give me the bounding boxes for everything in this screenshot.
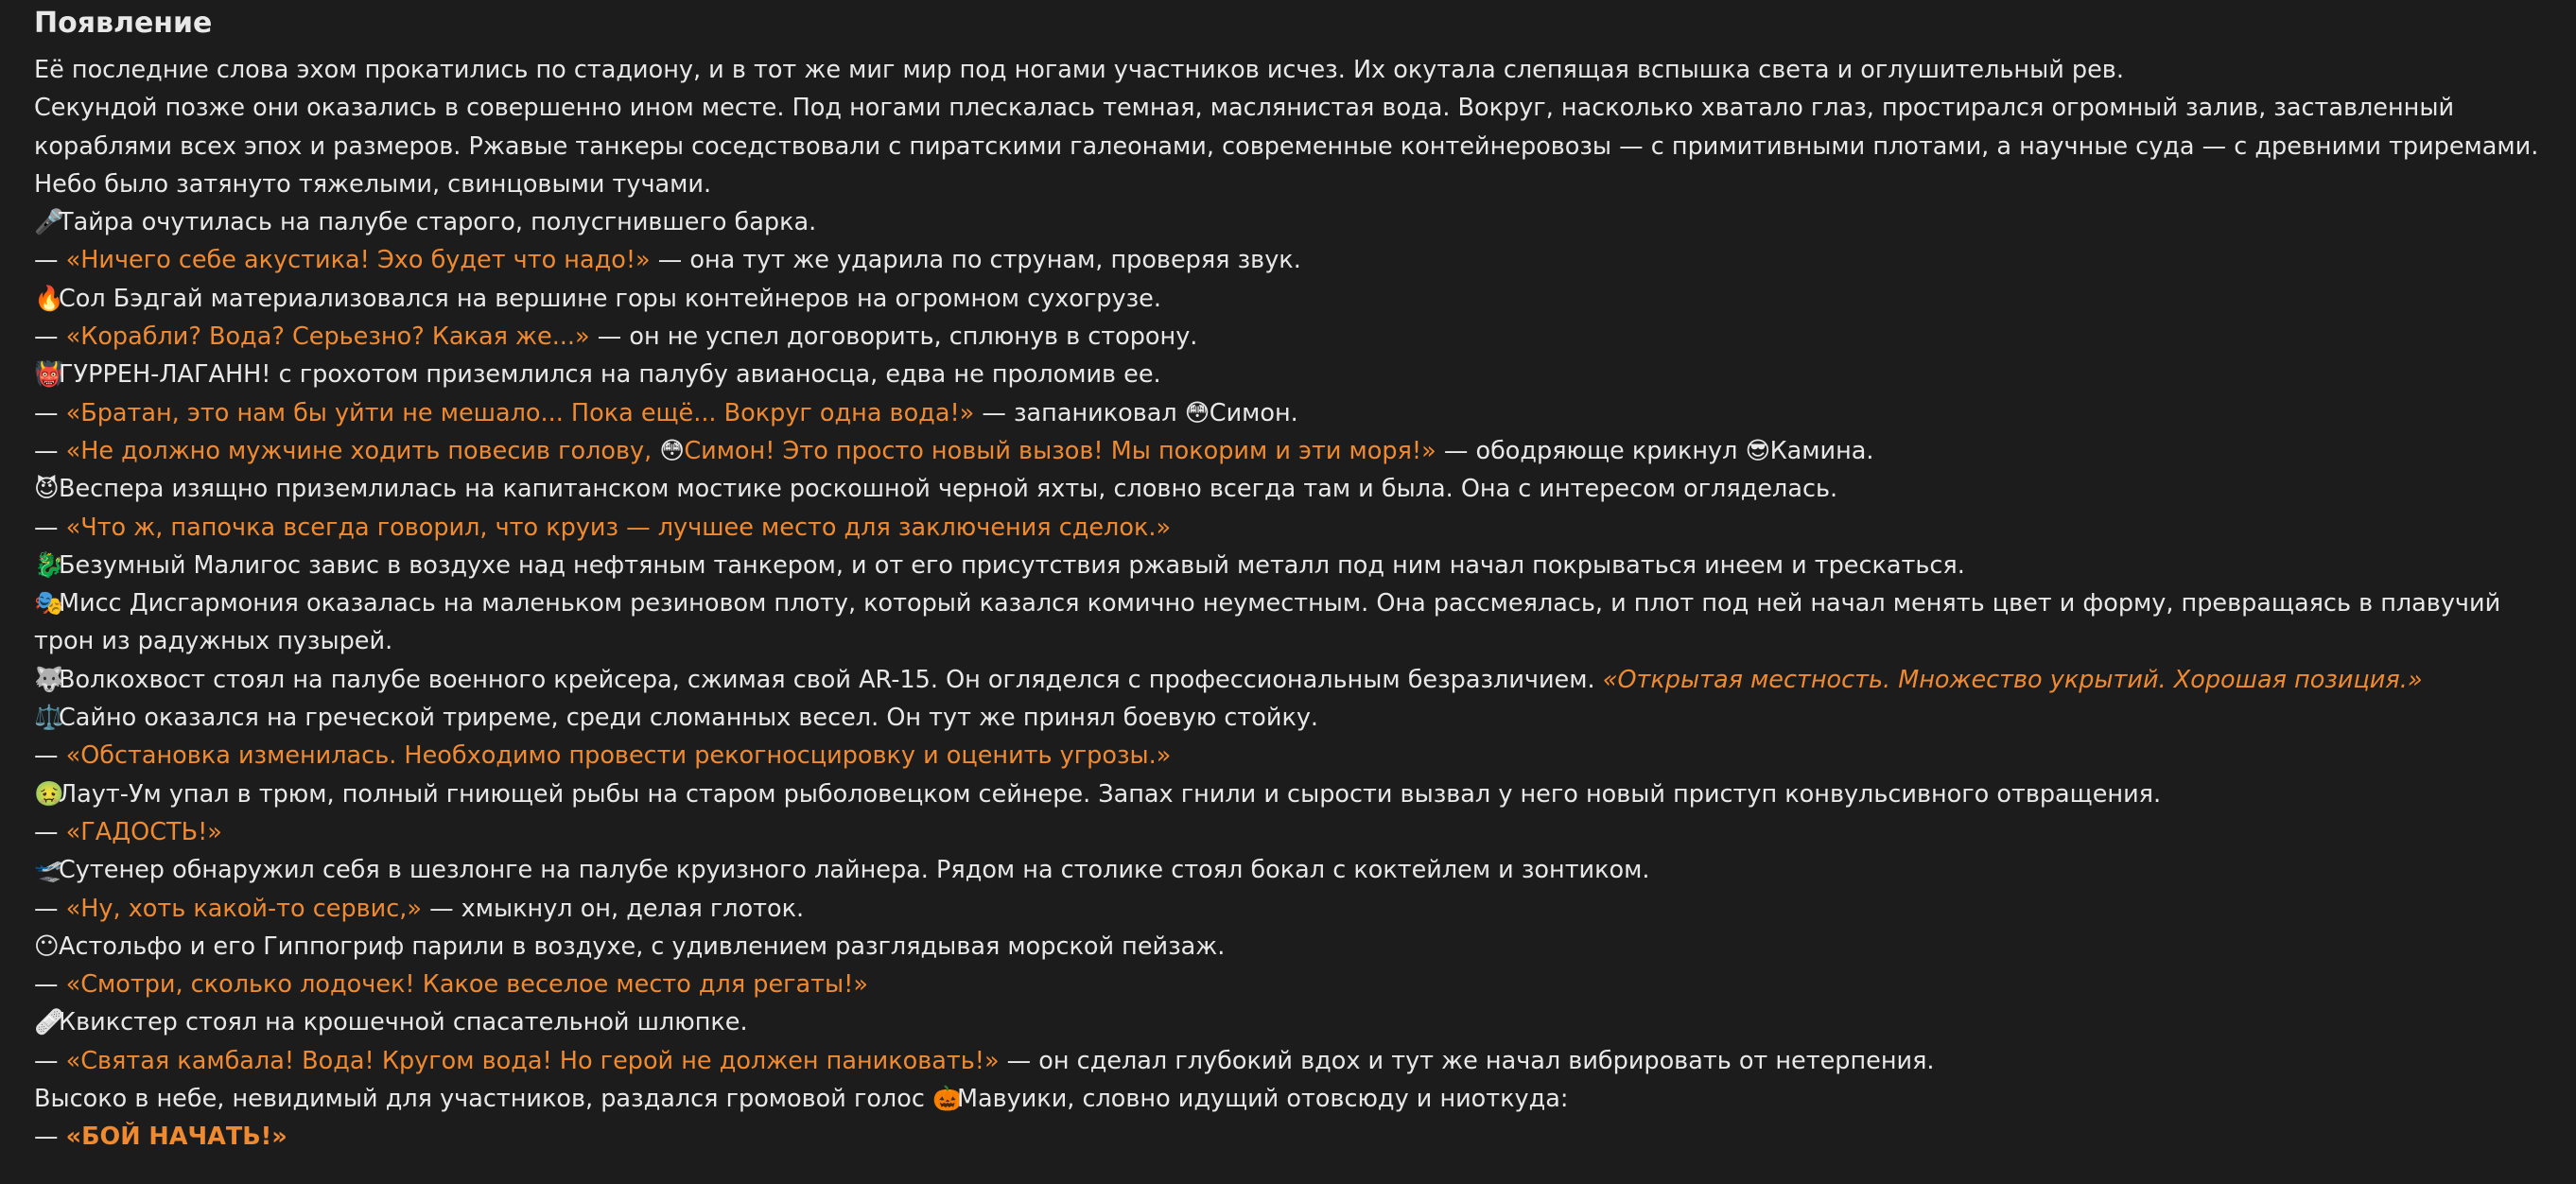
dialogue-quote: «Что ж, папочка всегда говорил, что круиз — лучшее место для заключения сделок.» (65, 513, 1172, 542)
character-emoji-icon: 😳 (659, 436, 685, 465)
dialogue-quote: «ГАДОСТЬ!» (65, 817, 222, 846)
paragraph (34, 1003, 2557, 1041)
narration-text: Астольфо и его Гиппогриф парили в воздухе, с удивлением разглядывая морской пейзаж. (59, 932, 1226, 961)
narration-text: — (34, 322, 66, 352)
narration-text: Камина. (1769, 436, 1874, 465)
narration-text: — он не успел договорить, сплюнув в сторону. (589, 322, 1198, 352)
dialogue-quote: «Ничего себе акустика! Эхо будет что надо!» (65, 246, 651, 275)
character-emoji-icon: 😳 (1184, 398, 1210, 427)
character-emoji-icon: 🛫 (34, 856, 64, 885)
narration-text: — она тут же ударила по струнам, проверяя звук. (650, 246, 1301, 275)
narration-text: Лаут-Ум упал в трюм, полный гниющей рыбы на старом рыболовецком сейнере. Запах гнили и сырости вызвал у него новый приступ конвульсивного отвращения. (59, 779, 2162, 809)
narration-text: Мисс Дисгармония оказалась на маленьком резиновом плоту, который казался комично неуместным. Она рассмеялась, и плот под ней начал менять цвет и форму, превращаясь в плавучий трон из радужных пузырей. (34, 589, 2501, 656)
paragraph (34, 509, 2557, 547)
narration-text: — (34, 817, 66, 846)
narration-text: Сайно оказался на греческой триреме, среди сломанных весел. Он тут же принял боевую стойку. (59, 704, 1319, 733)
dialogue-quote: «Обстановка изменилась. Необходимо провести рекогносцировку и оценить угрозы.» (65, 741, 1172, 771)
narration-text: — (34, 436, 66, 465)
character-emoji-icon: 🎃 (931, 1085, 963, 1114)
paragraph (34, 241, 2557, 279)
battle-cry: «БОЙ НАЧАТЬ!» (65, 1123, 287, 1152)
character-emoji-icon: 😶 (34, 932, 60, 961)
narration-text: — (34, 513, 66, 542)
character-emoji-icon: 👹 (34, 360, 64, 390)
paragraph (34, 89, 2557, 203)
narration-text: — ободряюще крикнул (1436, 436, 1746, 465)
narration-text: ГУРРЕН-ЛАГАНН! с грохотом приземлился на палубу авианосца, едва не проломив ее. (59, 360, 1161, 390)
narration-text: Симон. (1209, 398, 1298, 427)
paragraph (34, 851, 2557, 889)
paragraph (34, 1080, 2557, 1118)
character-emoji-icon: ⚖️ (34, 704, 64, 733)
character-emoji-icon: 😎 (1745, 436, 1771, 465)
narration-text: Веспера изящно приземлилась на капитанском мостике роскошной черной яхты, словно всегда там и была. Она с интересом огляделась. (59, 475, 1838, 504)
narration-text: Её последние слова эхом прокатились по стадиону, и в тот же миг мир под ногами участников исчез. Их окутала слепящая вспышка света и оглушительный рев. (34, 56, 2124, 84)
character-emoji-icon: 🩹 (34, 1008, 64, 1037)
character-emoji-icon: 🎭 (34, 589, 64, 618)
paragraph (34, 661, 2557, 699)
narration-text: — (34, 970, 66, 1000)
narration-text: — (34, 894, 66, 923)
character-emoji-icon: 🐺 (34, 665, 64, 694)
paragraph (34, 547, 2557, 584)
narration-text: — (34, 741, 66, 771)
dialogue-quote: Симон! Это просто новый вызов! Мы покорим и эти моря!» (684, 436, 1436, 465)
narration-text: — (34, 246, 66, 275)
dialogue-quote: «Ну, хоть какой-то сервис,» (65, 894, 422, 923)
narration-text: — запаниковал (974, 398, 1185, 427)
character-emoji-icon: 😈 (34, 475, 60, 504)
dialogue-quote: «Смотри, сколько лодочек! Какое веселое место для регаты!» (65, 970, 868, 1000)
paragraph (34, 470, 2557, 508)
narration-text: Волкохвост стоял на палубе военного крейсера, сжимая свой AR-15. Он огляделся с профессиональным безразличием. (59, 665, 1603, 694)
narration-text: Сутенер обнаружил себя в шезлонге на палубе круизного лайнера. Рядом на столике стоял бокал с коктейлем и зонтиком. (59, 856, 1650, 885)
paragraph (34, 356, 2557, 393)
paragraph (34, 775, 2557, 813)
dialogue-quote: «Святая камбала! Вода! Кругом вода! Но герой не должен паниковать!» (65, 1046, 1000, 1075)
paragraph (34, 928, 2557, 966)
narration-text: Квикстер стоял на крошечной спасательной шлюпке. (59, 1008, 748, 1037)
story-text (34, 51, 2557, 1157)
paragraph (34, 318, 2557, 356)
paragraph (34, 584, 2557, 661)
narration-text: — (34, 398, 66, 427)
narration-text: Секундой позже они оказались в совершенно ином месте. Под ногами плескалась темная, маслянистая вода. Вокруг, насколько хватало глаз, простирался огромный залив, заставленный кораблями всех эпох и размеров. Ржавые танкеры соседствовали с пиратскими галеонами, современные контейнеровозы — с примитивными плотами, а научные суда — с древними триремами. Небо было затянуто тяжелыми, свинцовыми тучами. (34, 94, 2539, 199)
character-emoji-icon: 🐉 (34, 550, 64, 580)
paragraph (34, 1042, 2557, 1080)
narration-text: Высоко в небе, невидимый для участников, раздался громовой голос (34, 1085, 932, 1114)
narration-text: Тайра очутилась на палубе старого, полусгнившего барка. (59, 208, 817, 237)
narration-text: Мавуики, словно идущий отовсюду и ниоткуда: (956, 1085, 1569, 1114)
dialogue-quote: «Не должно мужчине ходить повесив голову, (65, 436, 660, 465)
paragraph (34, 203, 2557, 241)
paragraph (34, 966, 2557, 1003)
narration-text: Безумный Малигос завис в воздухе над нефтяным танкером, и от его присутствия ржавый металл под ним начал покрываться инеем и трескаться. (59, 550, 1965, 580)
paragraph (34, 280, 2557, 318)
dialogue-quote: «Корабли? Вода? Серьезно? Какая же...» (65, 322, 590, 352)
dialogue-quote: «Братан, это нам бы уйти не мешало... Пока ещё... Вокруг одна вода!» (65, 398, 975, 427)
inner-thought: «Открытая местность. Множество укрытий. Хорошая позиция.» (1602, 665, 2423, 694)
character-emoji-icon: 🔥 (34, 284, 64, 313)
character-emoji-icon: 🤢 (34, 779, 64, 809)
paragraph (34, 890, 2557, 928)
paragraph (34, 432, 2557, 470)
paragraph (34, 737, 2557, 775)
paragraph (34, 394, 2557, 432)
narration-text: — (34, 1123, 66, 1152)
narration-text: — (34, 1046, 66, 1075)
section-title: Появление (34, 7, 213, 40)
narration-text: Сол Бэдгай материализовался на вершине горы контейнеров на огромном сухогрузе. (59, 284, 1161, 313)
narration-text: — хмыкнул он, делая глоток. (421, 894, 805, 923)
narration-text: — он сделал глубокий вдох и тут же начал вибрировать от нетерпения. (999, 1046, 1935, 1075)
character-emoji-icon: 🎤 (34, 208, 64, 237)
paragraph (34, 1118, 2557, 1156)
paragraph (34, 699, 2557, 737)
paragraph (34, 51, 2557, 89)
paragraph (34, 813, 2557, 851)
